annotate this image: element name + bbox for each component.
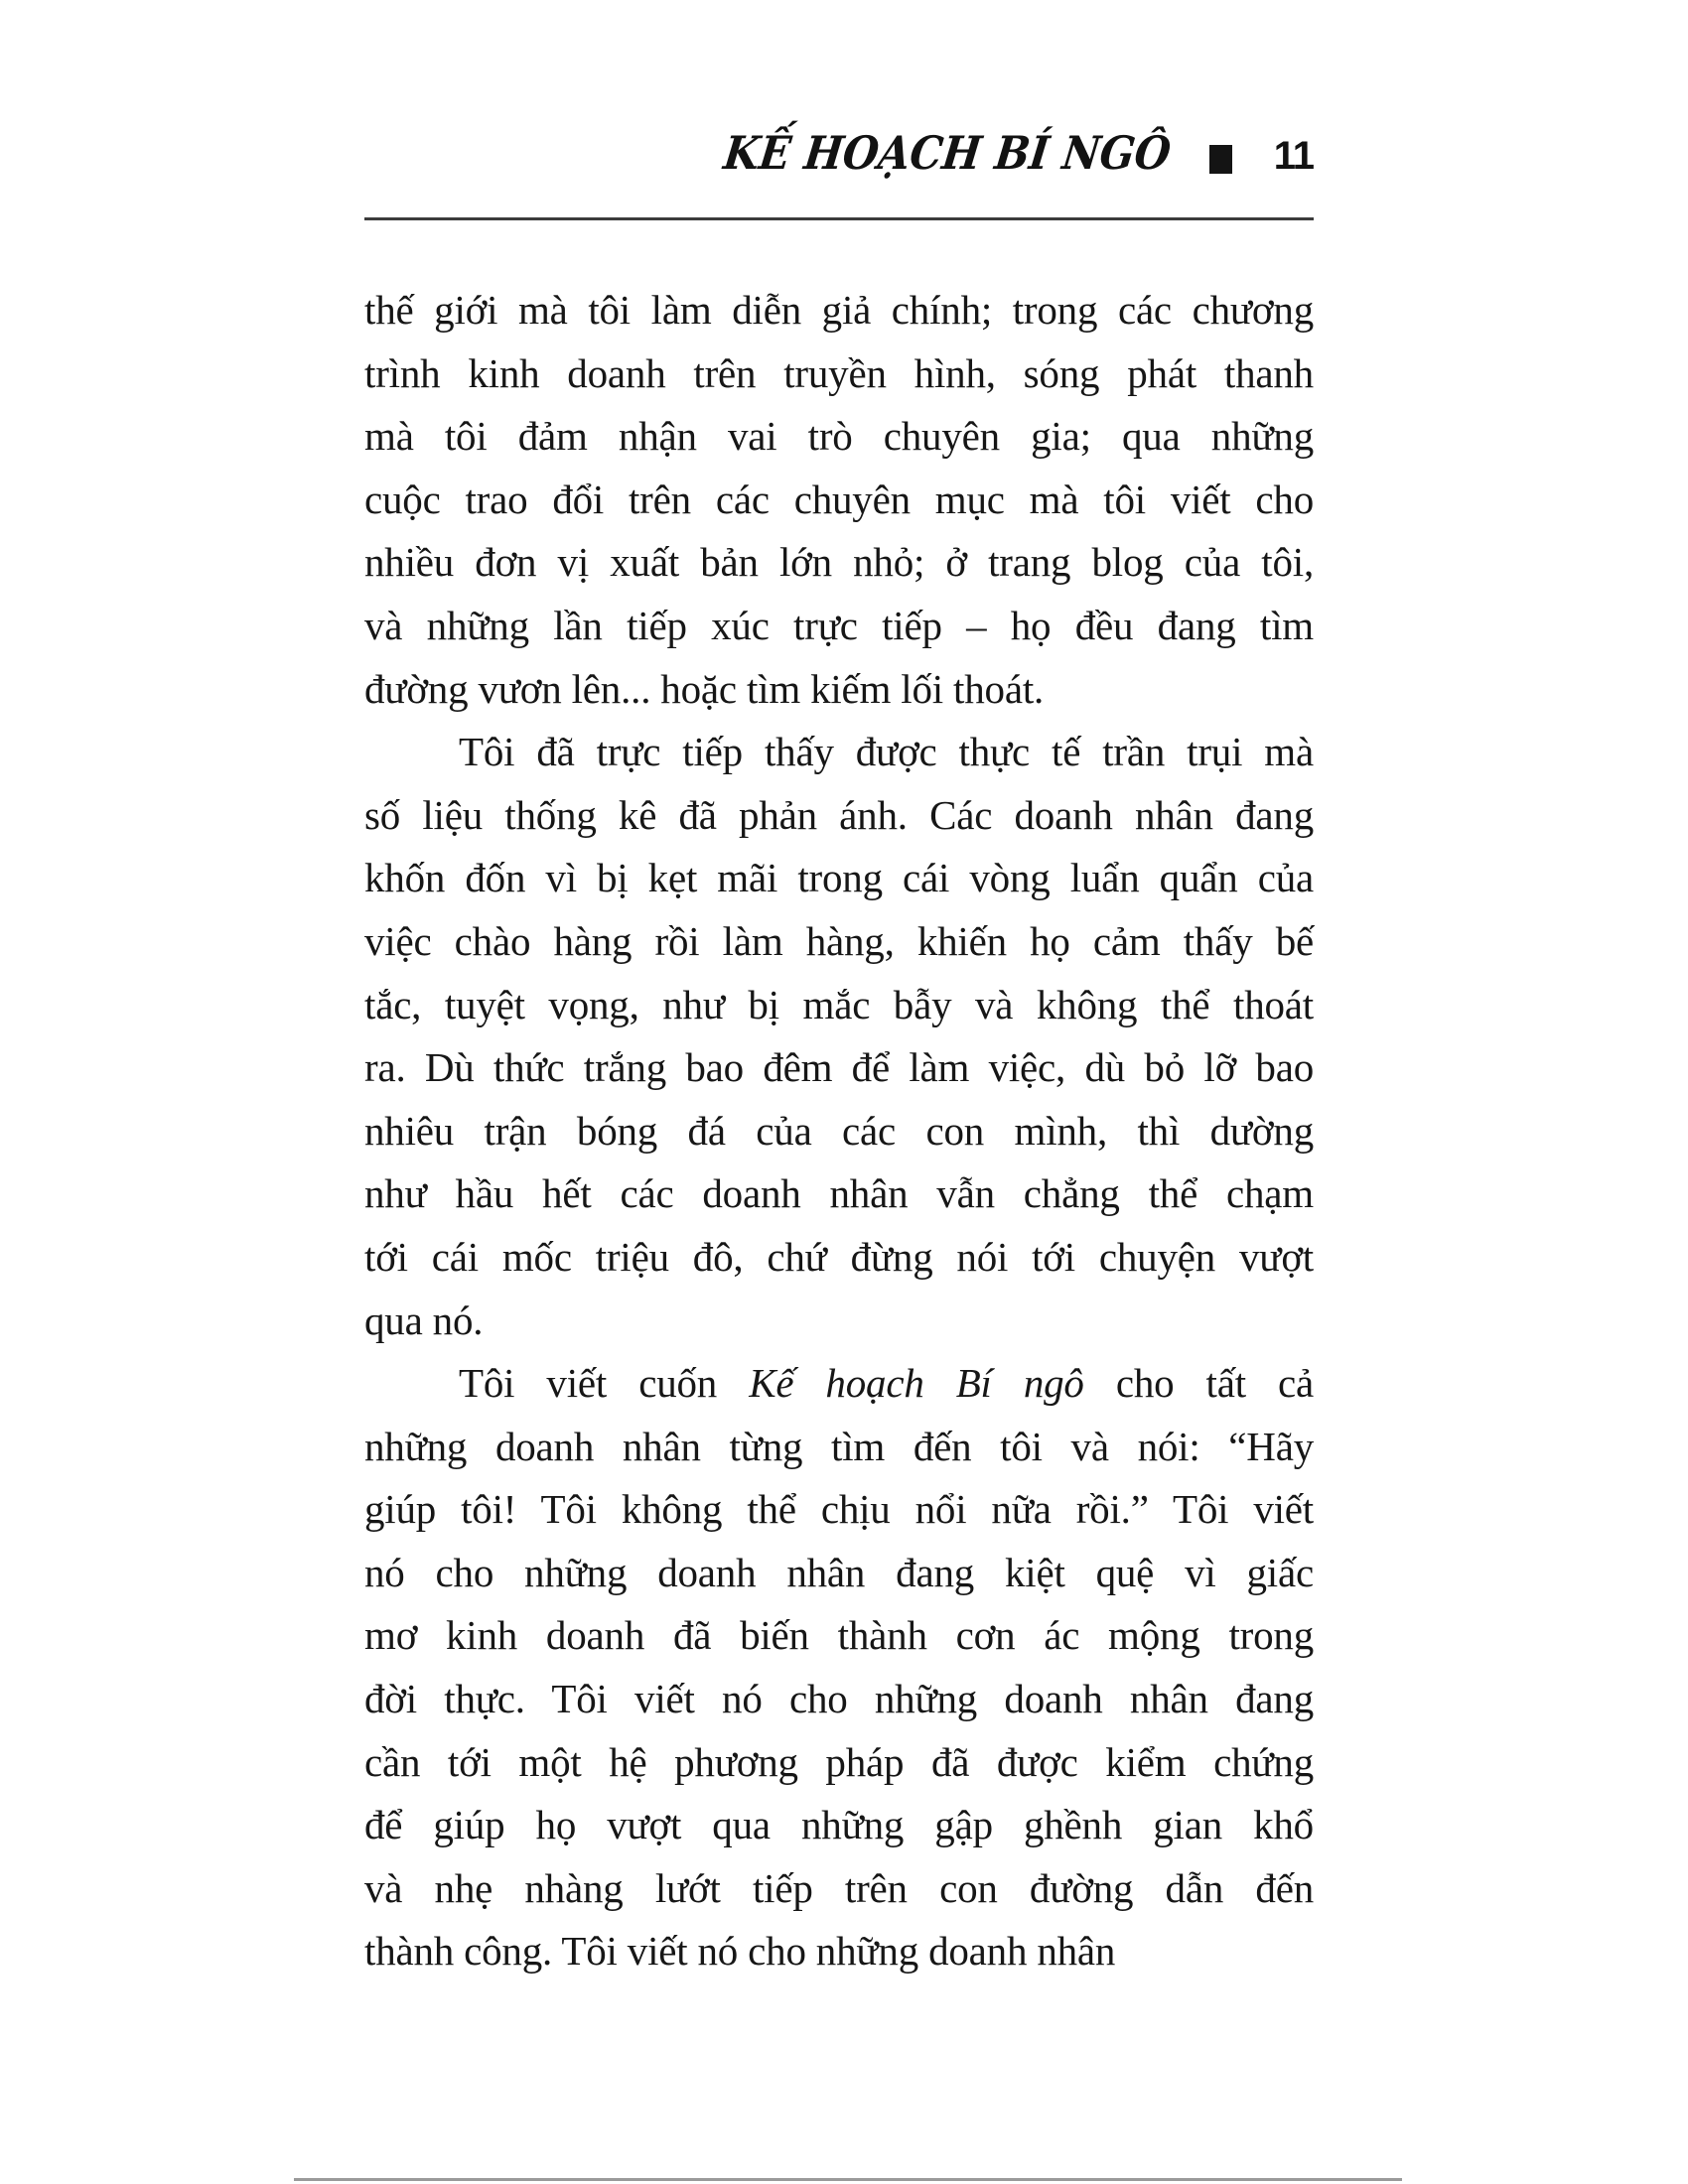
text-line: số liệu thống kê đã phản ánh. Các doanh nhân đang xyxy=(364,791,1314,838)
text-line: mà tôi đảm nhận vai trò chuyên gia; qua những xyxy=(364,413,1314,460)
book-title-italic: Kế hoạch Bí ngô xyxy=(749,1360,1084,1407)
text-line: nhiêu trận bóng đá của các con mình, thì dường xyxy=(364,1107,1314,1154)
text-line: ra. Dù thức trắng bao đêm để làm việc, dù bỏ lỡ bao xyxy=(364,1044,1314,1091)
text-line: như hầu hết các doanh nhân vẫn chẳng thể chạm xyxy=(364,1170,1314,1217)
text-line: tắc, tuyệt vọng, như bị mắc bẫy và không thể thoát xyxy=(364,981,1314,1027)
paragraph xyxy=(364,1352,1314,1983)
running-head-title: KẾ HOẠCH BÍ NGÔ xyxy=(721,126,1175,180)
text-run: cho tất cả xyxy=(1083,1360,1314,1407)
text-line: Tôi đã trực tiếp thấy được thực tế trần trụi mà xyxy=(459,729,1314,775)
text-line xyxy=(364,1352,1314,1416)
text-line: cuộc trao đổi trên các chuyên mục mà tôi viết cho xyxy=(364,476,1314,522)
text-line: nó cho những doanh nhân đang kiệt quệ vì giấc xyxy=(364,1549,1314,1595)
text-line: nhiều đơn vị xuất bản lớn nhỏ; ở trang blog của tôi, xyxy=(364,539,1314,586)
text-line: đời thực. Tôi viết nó cho những doanh nhân đang xyxy=(364,1676,1314,1722)
text-line: tới cái mốc triệu đô, chứ đừng nói tới chuyện vượt xyxy=(364,1233,1314,1280)
text-line: thành công. Tôi viết nó cho những doanh nhân xyxy=(364,1928,1116,1975)
text-line: qua nó. xyxy=(364,1297,484,1343)
text-line: việc chào hàng rồi làm hàng, khiến họ cảm thấy bế xyxy=(364,917,1314,964)
text-line: thế giới mà tôi làm diễn giả chính; trong các chương xyxy=(364,287,1314,333)
page-number: 11 xyxy=(1273,133,1314,178)
text-line: khốn đốn vì bị kẹt mãi trong cái vòng luẩn quẩn của xyxy=(364,855,1314,901)
page-body xyxy=(364,279,1314,1983)
text-line: và những lần tiếp xúc trực tiếp – họ đều đang tìm xyxy=(364,602,1314,648)
text-run: Tôi viết cuốn xyxy=(459,1360,750,1407)
header-rule xyxy=(364,217,1314,220)
text-line: để giúp họ vượt qua những gập ghềnh gian khổ xyxy=(364,1802,1314,1848)
text-line: những doanh nhân từng tìm đến tôi và nói: “Hãy xyxy=(364,1423,1314,1469)
paragraph xyxy=(364,279,1314,721)
running-head xyxy=(364,121,1314,191)
text-line: mơ kinh doanh đã biến thành cơn ác mộng trong xyxy=(364,1612,1314,1659)
text-line: cần tới một hệ phương pháp đã được kiểm chứng xyxy=(364,1738,1314,1785)
paragraph xyxy=(364,721,1314,1352)
text-line: đường vươn lên... hoặc tìm kiếm lối thoát. xyxy=(364,665,1045,712)
square-bullet-icon xyxy=(1209,145,1232,174)
text-line: trình kinh doanh trên truyền hình, sóng phát thanh xyxy=(364,349,1314,396)
text-line: và nhẹ nhàng lướt tiếp trên con đường dẫn đến xyxy=(364,1864,1314,1911)
text-line: giúp tôi! Tôi không thể chịu nổi nữa rồi.” Tôi viết xyxy=(364,1486,1314,1533)
page-bottom-edge xyxy=(294,2178,1402,2181)
